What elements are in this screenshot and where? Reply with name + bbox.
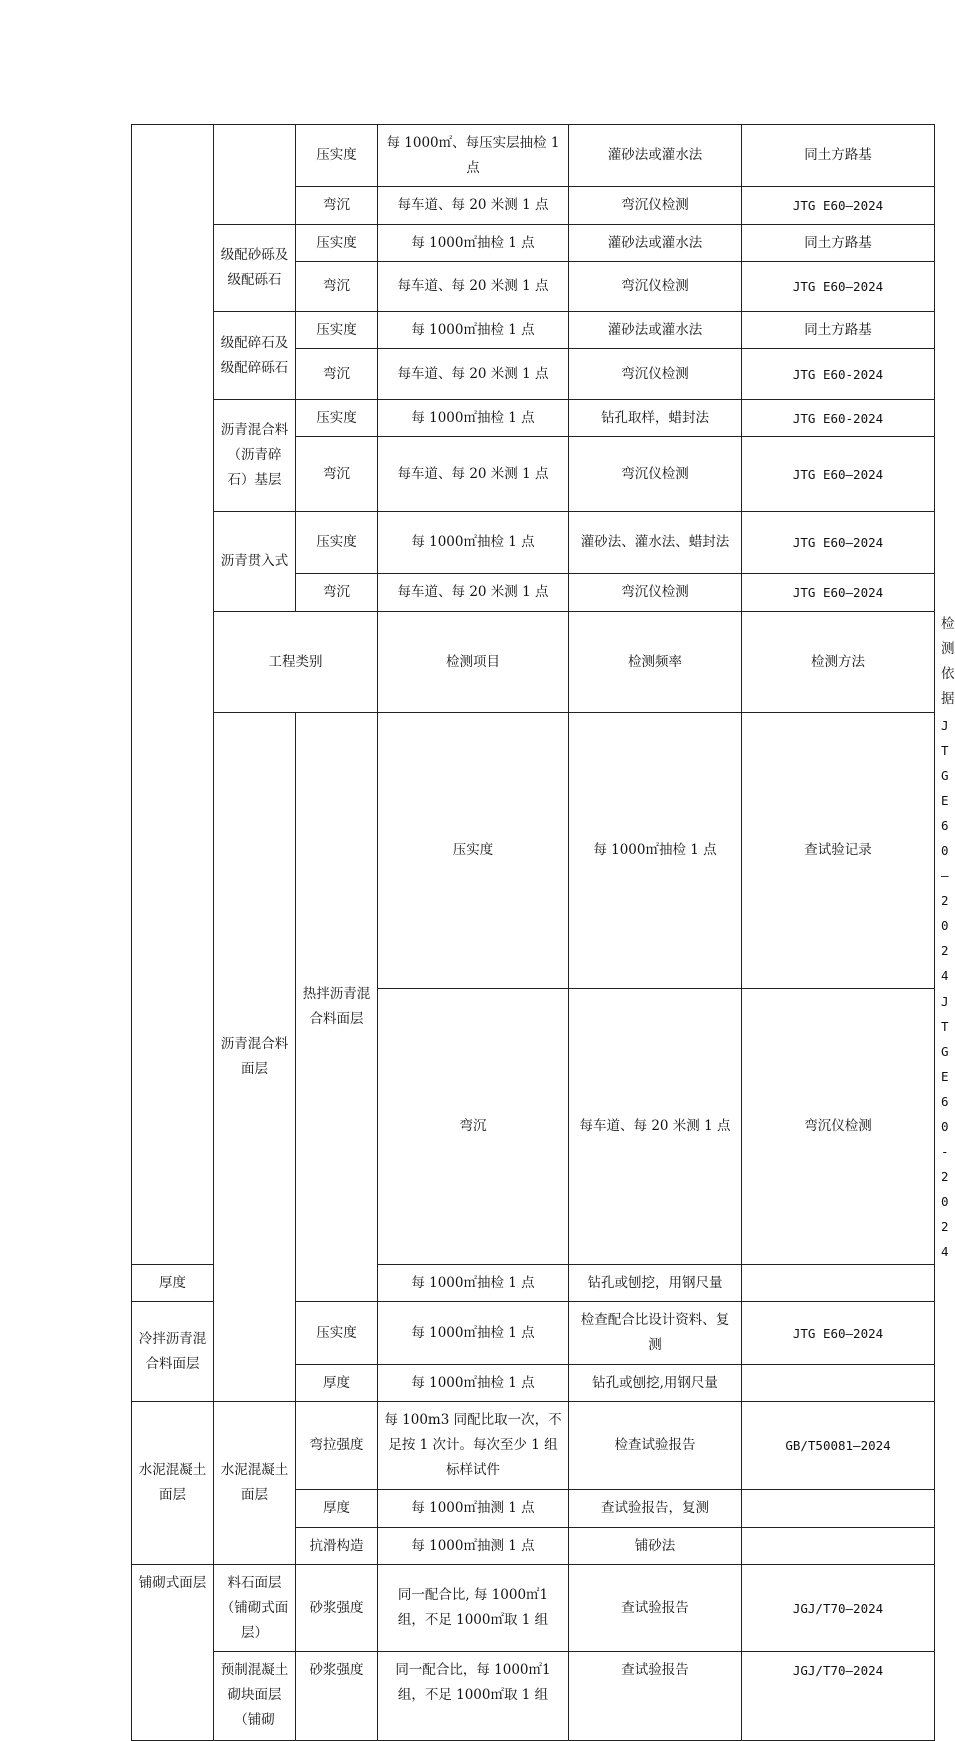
item-cell: 压实度 [296,400,378,437]
method-cell: 弯沉仪检测 [569,187,742,225]
method-cell: 查试验记录 [742,713,935,989]
frequency-cell: 每车道、每 20 米测 1 点 [378,187,569,225]
method-cell: 灌砂法或灌水法 [569,312,742,349]
table-row [132,125,935,187]
basis-cell: 同土方路基 [742,225,935,262]
basis-cell: JTG E60—2024 [742,574,935,612]
frequency-cell: 每 1000㎡抽检 1 点 [378,1365,569,1402]
item-cell: 厚度 [296,1490,378,1528]
method-cell: 灌砂法或灌水法 [569,125,742,187]
header-frequency: 检测频率 [569,612,742,713]
item-cell: 压实度 [296,312,378,349]
method-cell: 钻孔或刨挖，用钢尺量 [569,1265,742,1302]
table-row [132,312,935,349]
method-cell: 检查配合比设计资料、复测 [569,1302,742,1365]
category-cell-empty [132,125,214,1265]
item-cell: 弯沉 [296,574,378,612]
frequency-cell: 每车道、每 20 米测 1 点 [378,349,569,400]
item-cell: 压实度 [296,512,378,574]
basis-cell: JTG E60—2024 [742,437,935,512]
header-category: 工程类别 [214,612,378,713]
subcategory-label: 水泥混凝土面层 [214,1402,296,1565]
category-label: 沥青混合料面层 [214,713,296,1402]
method-cell: 弯沉仪检测 [742,989,935,1265]
frequency-cell: 每车道、每 20 米测 1 点 [378,437,569,512]
item-cell: 厚度 [296,1365,378,1402]
subcategory-label: 级配碎石及级配碎砾石 [214,312,296,400]
subcategory-label: 冷拌沥青混合料面层 [132,1302,214,1402]
method-cell: 铺砂法 [569,1528,742,1565]
method-cell: 查试验报告 [569,1652,742,1741]
table-row [132,1402,935,1490]
method-cell: 弯沉仪检测 [569,437,742,512]
frequency-cell: 同一配合比, 每 1000㎡1 组，不足 1000㎡取 1 组 [378,1565,569,1652]
item-cell: 砂浆强度 [296,1652,378,1741]
basis-cell [742,1528,935,1565]
category-label: 铺砌式面层 [132,1565,214,1741]
method-cell: 灌砂法、灌水法、蜡封法 [569,512,742,574]
item-cell: 弯沉 [378,989,569,1265]
method-cell: 弯沉仪检测 [569,349,742,400]
frequency-cell: 每车道、每 20 米测 1 点 [378,574,569,612]
item-cell: 弯沉 [296,349,378,400]
subcategory-label: 沥青混合料（沥青碎石）基层 [214,400,296,512]
item-cell: 弯沉 [296,262,378,312]
item-cell: 压实度 [296,1302,378,1365]
subcategory-label: 料石面层（铺砌式面层） [214,1565,296,1652]
item-cell: 厚度 [132,1265,214,1302]
frequency-cell: 每 1000㎡、每压实层抽检 1 点 [378,125,569,187]
frequency-cell: 每 1000㎡抽测 1 点 [378,1528,569,1565]
basis-cell: JTG E60—2024 [742,1302,935,1365]
basis-cell: JTG E60—2024 [742,187,935,225]
header-item: 检测项目 [378,612,569,713]
item-cell: 压实度 [296,225,378,262]
table-row [132,512,935,574]
basis-cell [742,1265,935,1302]
basis-cell: 同土方路基 [742,312,935,349]
frequency-cell: 每 1000㎡抽检 1 点 [378,400,569,437]
basis-cell: JTG E60-2024 [742,349,935,400]
method-cell: 弯沉仪检测 [569,574,742,612]
inspection-table [131,124,955,1741]
item-cell: 压实度 [296,125,378,187]
item-cell: 压实度 [378,713,569,989]
method-cell: 查试验报告，复测 [569,1490,742,1528]
subcategory-label: 沥青贯入式 [214,512,296,612]
table-row: 弯沉 每车道、每 20 米测 1 点 弯沉仪检测 JTG E60-2024 [132,989,935,1265]
basis-cell: JTG E60—2024 [742,512,935,574]
method-cell: 灌砂法或灌水法 [569,225,742,262]
method-cell: 钻孔或刨挖,用钢尺量 [569,1365,742,1402]
basis-cell: JTG E60-2024 [742,400,935,437]
table-row [132,400,935,437]
subcategory-cell-empty [214,125,296,225]
subcategory-label: 预制混凝土砌块面层（铺砌 [214,1652,296,1741]
item-cell: 砂浆强度 [296,1565,378,1652]
frequency-cell: 每车道、每 20 米测 1 点 [569,989,742,1265]
item-cell: 弯沉 [296,187,378,225]
frequency-cell: 每 1000㎡抽测 1 点 [378,1490,569,1528]
category-label: 水泥混凝土面层 [132,1402,214,1565]
basis-cell: 同土方路基 [742,125,935,187]
frequency-cell: 每 100m3 同配比取一次，不足按 1 次计。每次至少 1 组标样试件 [378,1402,569,1490]
table-row [132,1565,935,1652]
basis-cell [742,1490,935,1528]
basis-cell: JGJ/T70—2024 [742,1652,935,1741]
frequency-cell: 每 1000㎡抽检 1 点 [569,713,742,989]
subcategory-label: 级配砂砾及级配砾石 [214,225,296,312]
item-cell: 弯沉 [296,437,378,512]
table-header-row: 工程类别 检测项目 检测频率 检测方法 检测依据 [132,612,935,713]
method-cell: 弯沉仪检测 [569,262,742,312]
subcategory-label: 热拌沥青混合料面层 [296,713,378,1302]
frequency-cell: 每 1000㎡抽检 1 点 [378,225,569,262]
frequency-cell: 每车道、每 20 米测 1 点 [378,262,569,312]
method-cell: 检查试验报告 [569,1402,742,1490]
frequency-cell: 每 1000㎡抽检 1 点 [378,1265,569,1302]
item-cell: 抗滑构造 [296,1528,378,1565]
frequency-cell: 每 1000㎡抽检 1 点 [378,1302,569,1365]
frequency-cell: 每 1000㎡抽检 1 点 [378,512,569,574]
basis-cell: JTG E60—2024 [742,262,935,312]
basis-cell: JGJ/T70—2024 [742,1565,935,1652]
basis-cell: GB/T50081—2024 [742,1402,935,1490]
table-row [132,1652,935,1741]
frequency-cell: 每 1000㎡抽检 1 点 [378,312,569,349]
table-row: 沥青混合料面层 热拌沥青混合料面层 压实度 每 1000㎡抽检 1 点 查试验记录 JTG E60—2024 [132,713,935,989]
header-method: 检测方法 [742,612,935,713]
method-cell: 查试验报告 [569,1565,742,1652]
table-row [132,225,935,262]
frequency-cell: 同一配合比，每 1000㎡1 组，不足 1000㎡取 1 组 [378,1652,569,1741]
item-cell: 弯拉强度 [296,1402,378,1490]
method-cell: 钻孔取样，蜡封法 [569,400,742,437]
basis-cell [742,1365,935,1402]
